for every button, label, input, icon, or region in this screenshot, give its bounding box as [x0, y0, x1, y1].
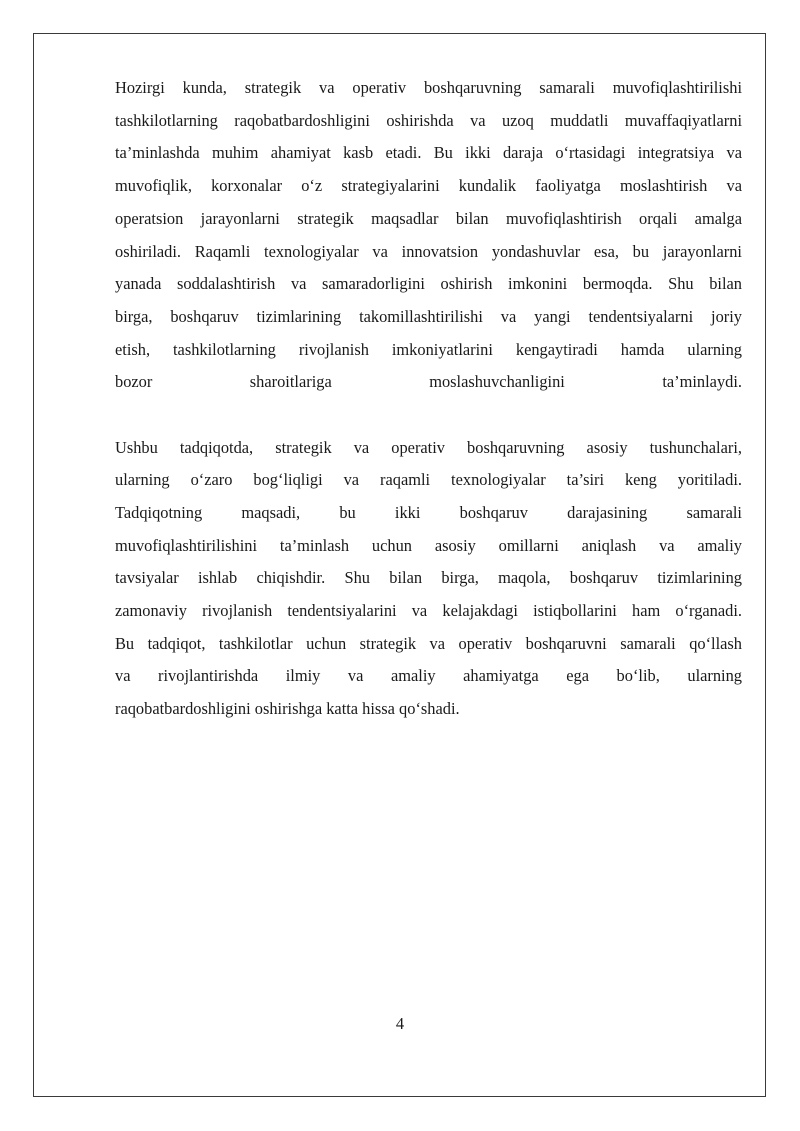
- text-line: raqobatbardoshligini oshirishga katta hissa qo‘shadi.: [115, 699, 460, 719]
- text-line: operatsion jarayonlarni strategik maqsadlar bilan muvofiqlashtirish orqali amalga: [115, 208, 742, 228]
- text-line: va rivojlantirishda ilmiy va amaliy ahamiyatga ega bo‘lib, ularning: [115, 666, 742, 686]
- text-line: etish, tashkilotlarning rivojlanish imkoniyatlarini kengaytiradi hamda ularning: [115, 339, 742, 359]
- paragraph-2: [115, 432, 742, 726]
- text-line: birga, boshqaruv tizimlarining takomillashtirilishi va yangi tendentsiyalarni joriy: [115, 306, 742, 326]
- document-body: [115, 72, 742, 726]
- text-line: Tadqiqotning maqsadi, bu ikki boshqaruv darajasining samarali: [115, 502, 742, 522]
- text-line: yanada soddalashtirish va samaradorligini oshirish imkonini bermoqda. Shu bilan: [115, 274, 742, 294]
- text-line: Bu tadqiqot, tashkilotlar uchun strategik va operativ boshqaruvni samarali qo‘llash: [115, 633, 742, 653]
- text-line: zamonaviy rivojlanish tendentsiyalarini va kelajakdagi istiqbollarini ham o‘rganadi.: [115, 601, 742, 621]
- page-number: 4: [395, 1014, 405, 1033]
- text-line: ta’minlashda muhim ahamiyat kasb etadi. Bu ikki daraja o‘rtasidagi integratsiya va: [115, 143, 742, 163]
- text-line: tavsiyalar ishlab chiqishdir. Shu bilan birga, maqola, boshqaruv tizimlarining: [115, 568, 742, 588]
- text-line: Ushbu tadqiqotda, strategik va operativ boshqaruvning asosiy tushunchalari,: [115, 437, 742, 457]
- text-line: muvofiqlashtirilishini ta’minlash uchun asosiy omillarni aniqlash va amaliy: [115, 535, 742, 555]
- text-line: ularning o‘zaro bog‘liqligi va raqamli texnologiyalar ta’siri keng yoritiladi.: [115, 470, 742, 490]
- text-line: oshiriladi. Raqamli texnologiyalar va innovatsion yondashuvlar esa, bu jarayonlarni: [115, 241, 742, 261]
- paragraph-1: [115, 72, 742, 399]
- text-line: Hozirgi kunda, strategik va operativ boshqaruvning samarali muvofiqlashtirilishi: [115, 78, 742, 97]
- text-line: muvofiqlik, korxonalar o‘z strategiyalarini kundalik faoliyatga moslashtirish va: [115, 176, 742, 196]
- text-line: bozor sharoitlariga moslashuvchanligini ta’minlaydi.: [115, 372, 742, 392]
- text-line: tashkilotlarning raqobatbardoshligini oshirishda va uzoq muddatli muvaffaqiyatlarni: [115, 110, 742, 130]
